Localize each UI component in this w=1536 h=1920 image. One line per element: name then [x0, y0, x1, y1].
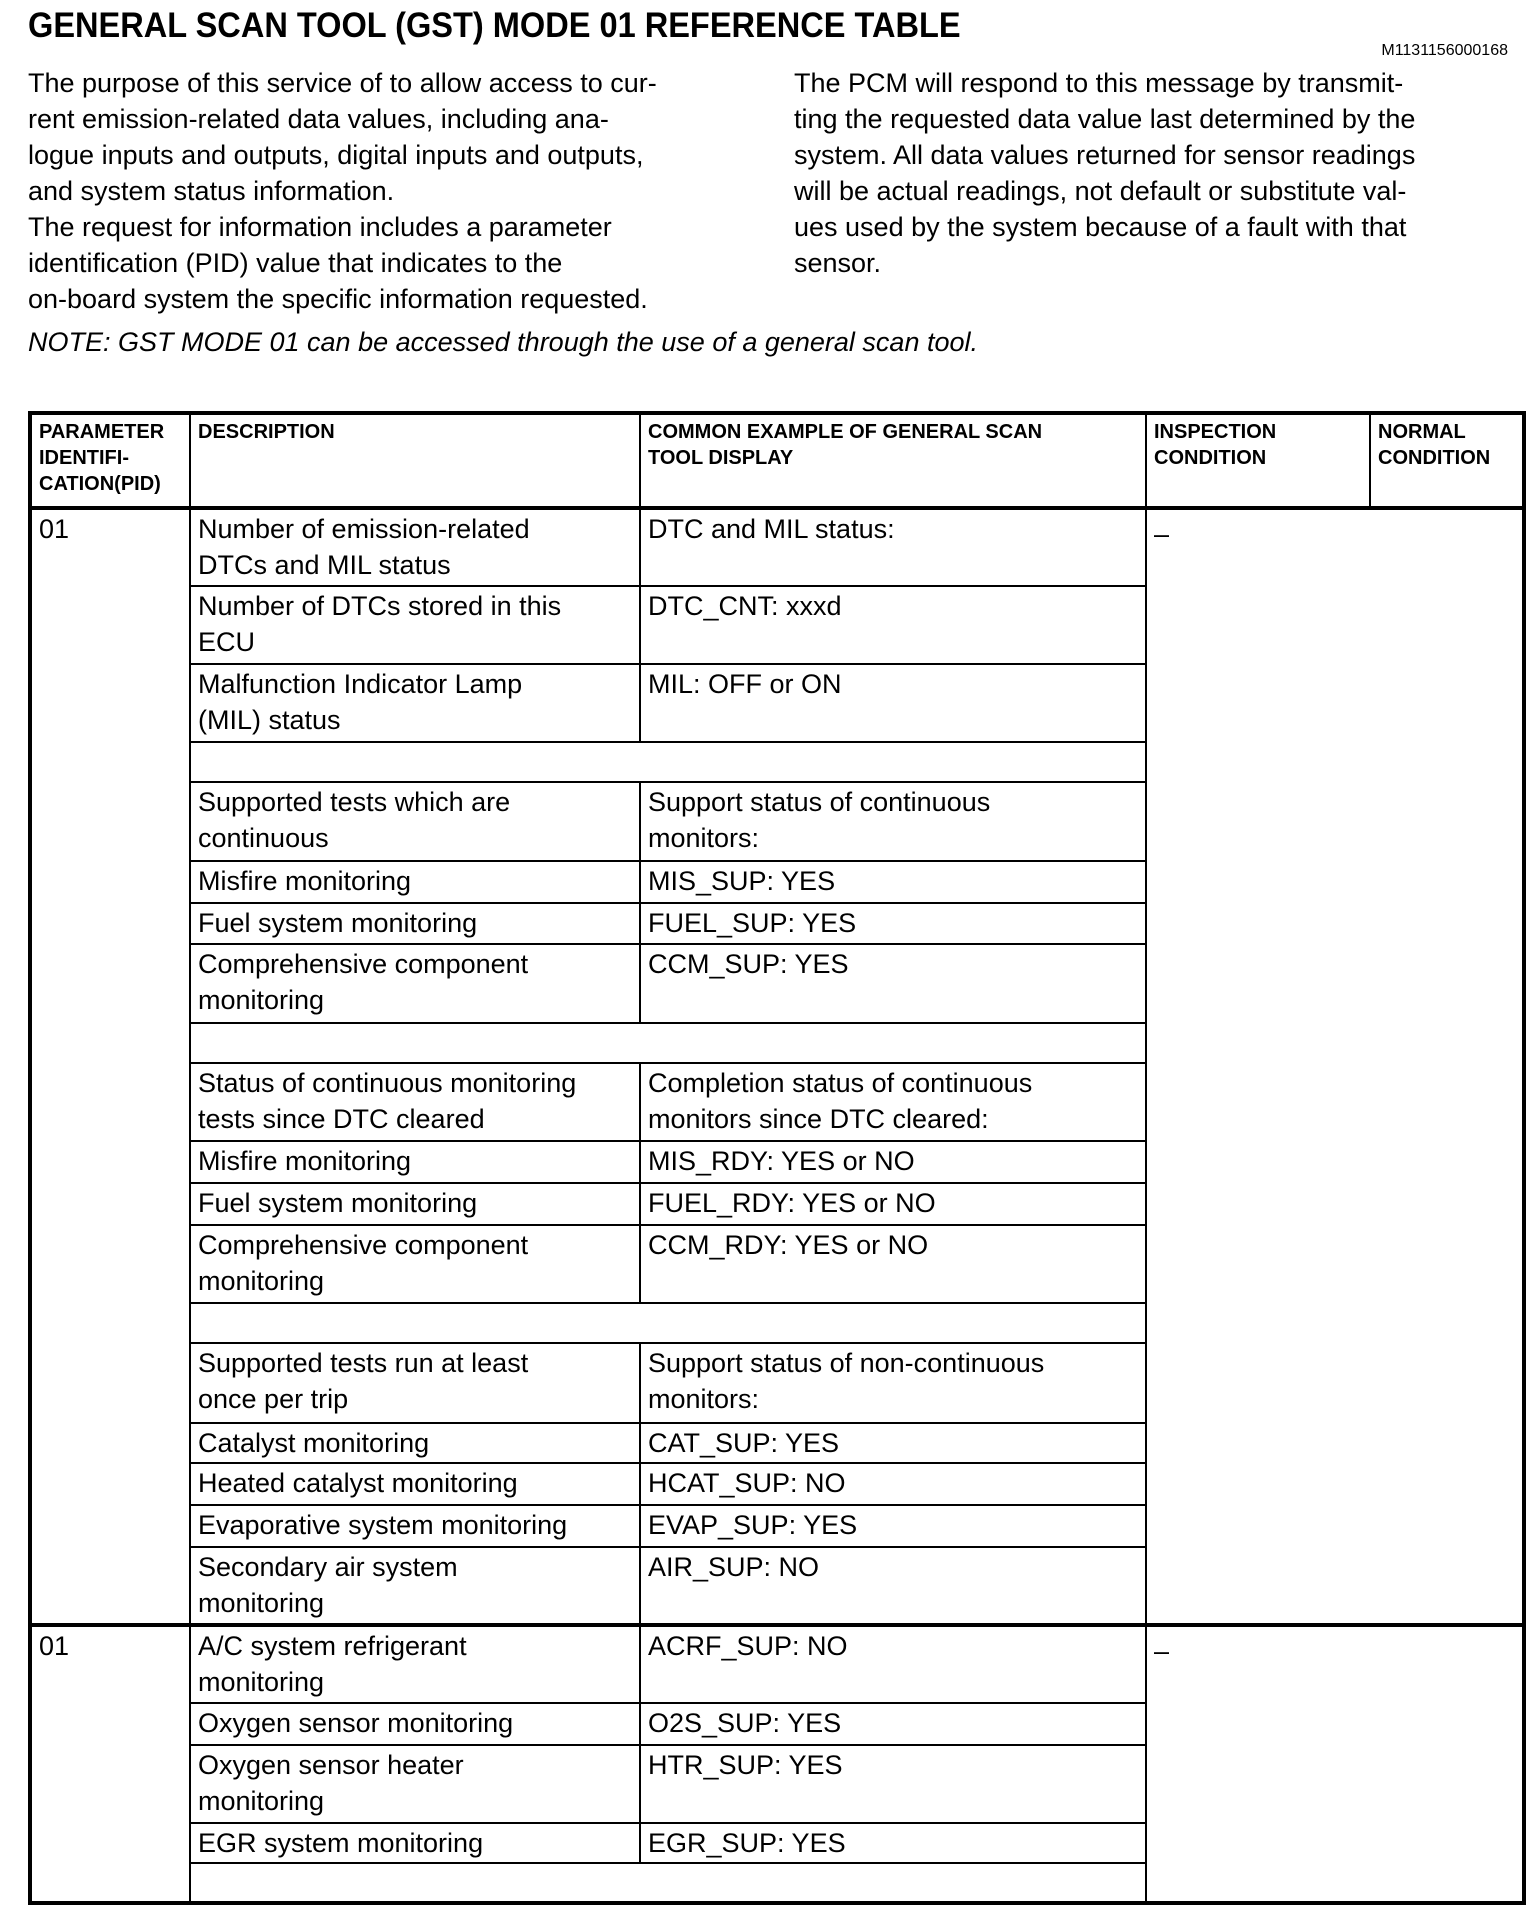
text-line: monitors: — [648, 823, 760, 853]
scan-display-cell — [640, 1625, 1146, 1703]
description-cell — [190, 1063, 640, 1141]
text-line: ACRF_SUP: NO — [648, 1631, 848, 1661]
description-cell — [190, 1745, 640, 1823]
scan-display-cell — [640, 1463, 1146, 1505]
text-line: CCM_RDY: YES or NO — [648, 1230, 929, 1260]
text-line: MIL: OFF or ON — [648, 669, 842, 699]
text-line: HTR_SUP: YES — [648, 1750, 843, 1780]
text-line: EGR_SUP: YES — [648, 1828, 846, 1858]
scan-display-cell — [640, 1423, 1146, 1463]
text-line: NORMAL — [1378, 421, 1466, 443]
text-line: Support status of non-continuous — [648, 1348, 1045, 1378]
scan-display-cell — [640, 903, 1146, 944]
text-line: EGR system monitoring — [198, 1828, 484, 1858]
text-line: Comprehensive component — [198, 949, 529, 979]
text-line: monitoring — [198, 1588, 325, 1618]
text-line: COMMON EXAMPLE OF GENERAL SCAN — [648, 421, 1043, 443]
description-cell — [190, 1703, 640, 1745]
text-line: MIS_RDY: YES or NO — [648, 1146, 915, 1176]
text-line: Heated catalyst monitoring — [198, 1468, 518, 1498]
text-line: DESCRIPTION — [198, 421, 335, 443]
intro-left-paragraph — [28, 65, 657, 317]
text-line: HCAT_SUP: NO — [648, 1468, 846, 1498]
text-line: FUEL_RDY: YES or NO — [648, 1188, 936, 1218]
description-cell — [190, 1423, 640, 1463]
text-line: A/C system refrigerant — [198, 1631, 467, 1661]
description-cell — [190, 1183, 640, 1225]
text-line: monitors since DTC cleared: — [648, 1104, 989, 1134]
description-cell — [190, 944, 640, 1023]
document-id: M1131156000168 — [1381, 42, 1508, 59]
empty-cell — [190, 1303, 1146, 1343]
scan-display-cell — [640, 782, 1146, 861]
text-line: sensor. — [794, 248, 882, 278]
text-line: monitoring — [198, 1266, 325, 1296]
scan-display-cell — [640, 861, 1146, 903]
text-line: MIS_SUP: YES — [648, 866, 836, 896]
scan-display-cell — [640, 1063, 1146, 1141]
scan-display-cell — [640, 1183, 1146, 1225]
description-cell — [190, 1547, 640, 1625]
text-line: Evaporative system monitoring — [198, 1510, 568, 1540]
text-line: Catalyst monitoring — [198, 1428, 430, 1458]
description-cell — [190, 508, 640, 586]
scan-display-cell — [640, 944, 1146, 1023]
description-cell — [190, 1505, 640, 1547]
text-line: PARAMETER — [39, 421, 165, 443]
note-text: NOTE: GST MODE 01 can be accessed through the use of a general scan tool. — [28, 327, 978, 357]
header-description — [190, 413, 640, 508]
description-cell — [190, 861, 640, 903]
gst-mode01-reference-table — [28, 411, 1526, 1905]
scan-display-cell — [640, 1745, 1146, 1823]
text-line: Supported tests which are — [198, 787, 511, 817]
text-line: IDENTIFI- — [39, 447, 129, 469]
text-line: monitoring — [198, 1667, 325, 1697]
scan-display-cell — [640, 586, 1146, 664]
text-line: O2S_SUP: YES — [648, 1708, 842, 1738]
header-normal-condition — [1370, 413, 1524, 508]
description-cell — [190, 1343, 640, 1423]
text-line: DTC and MIL status: — [648, 514, 895, 544]
text-line: Misfire monitoring — [198, 866, 412, 896]
page-title: GENERAL SCAN TOOL (GST) MODE 01 REFERENCE TABLE — [28, 6, 961, 45]
text-line: The PCM will respond to this message by transmit- — [794, 68, 1404, 98]
description-cell — [190, 1463, 640, 1505]
description-cell — [190, 586, 640, 664]
scan-display-cell — [640, 1505, 1146, 1547]
text-line: CATION(PID) — [39, 473, 161, 495]
text-line: on-board system the specific information requested. — [28, 284, 648, 314]
description-cell — [190, 782, 640, 861]
description-cell — [190, 1625, 640, 1703]
scan-display-cell — [640, 1141, 1146, 1183]
text-line: Comprehensive component — [198, 1230, 529, 1260]
text-line: Malfunction Indicator Lamp — [198, 669, 523, 699]
header-inspection-condition — [1146, 413, 1370, 508]
text-line: continuous — [198, 823, 329, 853]
text-line: Support status of continuous — [648, 787, 991, 817]
text-line: will be actual readings, not default or substitute val- — [794, 176, 1407, 206]
text-line: logue inputs and outputs, digital inputs and outputs, — [28, 140, 644, 170]
scan-display-cell — [640, 1547, 1146, 1625]
empty-cell — [190, 742, 1146, 782]
description-cell — [190, 664, 640, 742]
text-line: monitoring — [198, 985, 325, 1015]
text-line: monitoring — [198, 1786, 325, 1816]
table-header-row — [30, 413, 1524, 508]
text-line: ECU — [198, 627, 256, 657]
intro-right-paragraph — [794, 65, 1415, 281]
text-line: The purpose of this service of to allow access to cur- — [28, 68, 657, 98]
text-line: once per trip — [198, 1384, 349, 1414]
scan-display-cell — [640, 1823, 1146, 1863]
text-line: Status of continuous monitoring — [198, 1068, 577, 1098]
table-row — [30, 1625, 1524, 1703]
scan-display-cell — [640, 1703, 1146, 1745]
text-line: and system status information. — [28, 176, 395, 206]
table-row — [30, 508, 1524, 586]
text-line: FUEL_SUP: YES — [648, 908, 857, 938]
text-line: (MIL) status — [198, 705, 341, 735]
text-line: Fuel system monitoring — [198, 1188, 478, 1218]
pid-cell: 01 — [30, 1625, 190, 1903]
description-cell — [190, 1225, 640, 1303]
condition-cell: – — [1146, 508, 1524, 1625]
header-pid — [30, 413, 190, 508]
text-line: monitors: — [648, 1384, 760, 1414]
text-line: TOOL DISPLAY — [648, 447, 794, 469]
text-line: ues used by the system because of a fault with that — [794, 212, 1407, 242]
text-line: CONDITION — [1154, 447, 1267, 469]
scan-display-cell — [640, 1225, 1146, 1303]
scan-display-cell — [640, 1343, 1146, 1423]
empty-cell — [190, 1023, 1146, 1063]
text-line: DTCs and MIL status — [198, 550, 451, 580]
text-line: Number of emission-related — [198, 514, 530, 544]
scan-display-cell — [640, 508, 1146, 586]
text-line: CAT_SUP: YES — [648, 1428, 840, 1458]
text-line: rent emission-related data values, including ana- — [28, 104, 609, 134]
text-line: CCM_SUP: YES — [648, 949, 849, 979]
text-line: CONDITION — [1378, 447, 1491, 469]
text-line: Supported tests run at least — [198, 1348, 529, 1378]
text-line: EVAP_SUP: YES — [648, 1510, 858, 1540]
description-cell — [190, 1141, 640, 1183]
text-line: ting the requested data value last determined by the — [794, 104, 1416, 134]
text-line: Secondary air system — [198, 1552, 458, 1582]
text-line: INSPECTION — [1154, 421, 1277, 443]
text-line: Fuel system monitoring — [198, 908, 478, 938]
text-line: Oxygen sensor monitoring — [198, 1708, 514, 1738]
empty-cell — [190, 1863, 1146, 1903]
pid-cell: 01 — [30, 508, 190, 1625]
description-cell — [190, 1823, 640, 1863]
description-cell — [190, 903, 640, 944]
scan-display-cell — [640, 664, 1146, 742]
text-line: tests since DTC cleared — [198, 1104, 485, 1134]
text-line: Oxygen sensor heater — [198, 1750, 464, 1780]
text-line: The request for information includes a parameter — [28, 212, 612, 242]
text-line: Completion status of continuous — [648, 1068, 1033, 1098]
text-line: system. All data values returned for sensor readings — [794, 140, 1416, 170]
header-scan-tool-display — [640, 413, 1146, 508]
text-line: Number of DTCs stored in this — [198, 591, 562, 621]
text-line: identification (PID) value that indicates to the — [28, 248, 563, 278]
text-line: Misfire monitoring — [198, 1146, 412, 1176]
condition-cell: – — [1146, 1625, 1524, 1903]
text-line: AIR_SUP: NO — [648, 1552, 820, 1582]
text-line: DTC_CNT: xxxd — [648, 591, 842, 621]
